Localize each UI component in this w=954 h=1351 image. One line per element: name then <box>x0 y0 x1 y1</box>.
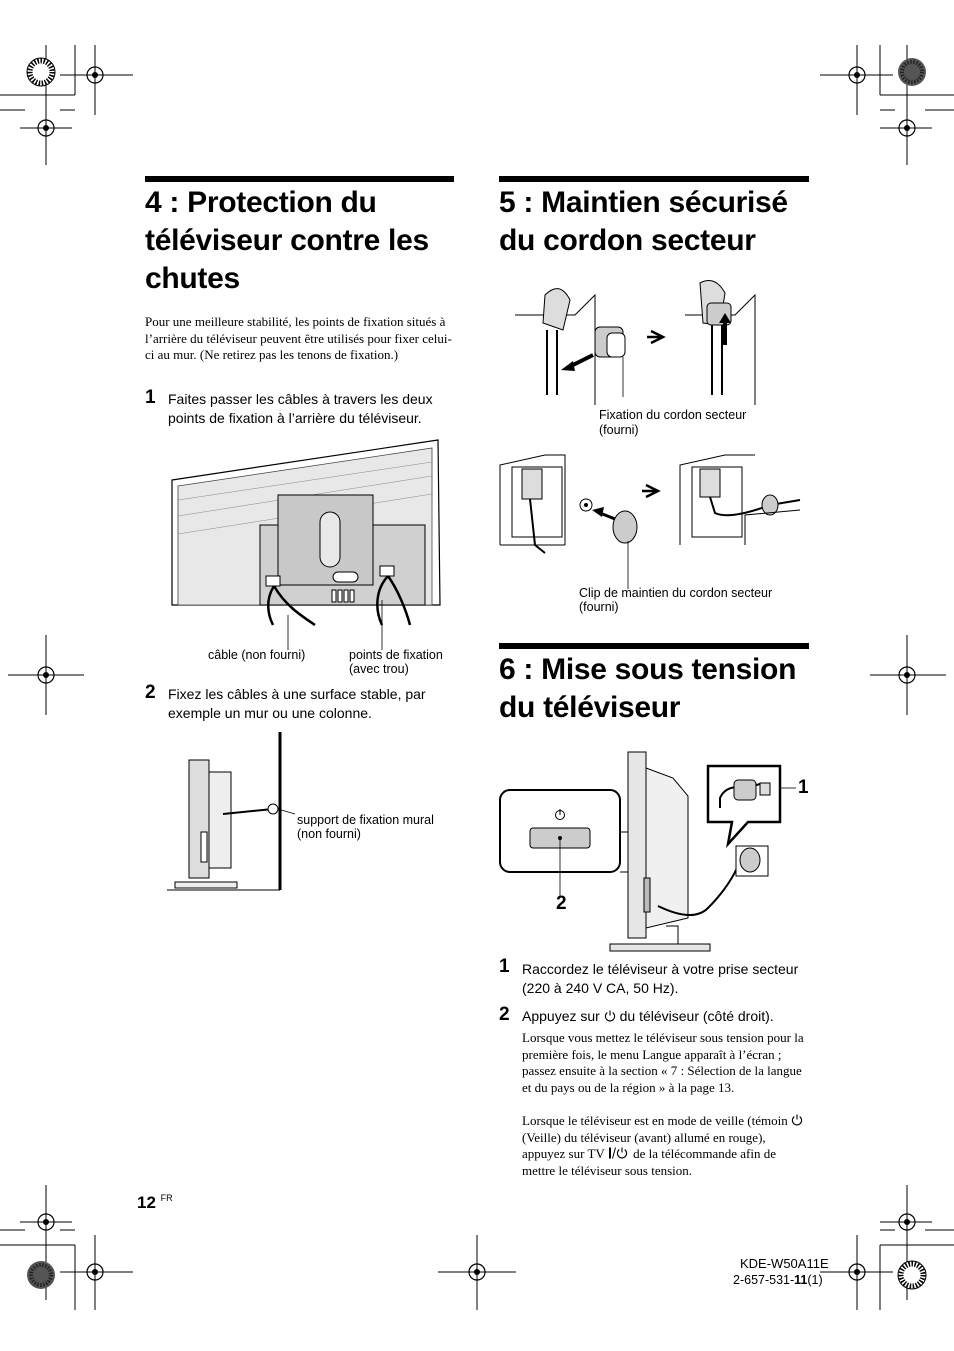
model-number: KDE-W50A11E <box>740 1256 829 1271</box>
step-number: 1 <box>499 956 510 977</box>
step-text <box>522 1007 812 1026</box>
page-lang: FR <box>160 1193 173 1203</box>
section-4-title: 4 : Protection du téléviseur contre les chutes <box>145 186 429 295</box>
caption-fixation-1: Fixation du cordon secteur <box>599 408 747 422</box>
caption-support-1: support de fixation mural <box>297 813 434 827</box>
callout-1: 1 <box>798 777 809 798</box>
caption-cable: câble (non fourni) <box>208 648 306 662</box>
callout-2: 2 <box>556 893 567 914</box>
part-number-prefix: 2-657-531- <box>733 1273 795 1287</box>
caption-support-2: (non fourni) <box>297 827 361 841</box>
power-icon <box>604 1010 616 1022</box>
tv-wall-illustration <box>167 732 287 892</box>
section-rule <box>499 643 809 649</box>
tv-rear-illustration <box>170 440 450 625</box>
note-paragraph-2 <box>522 1113 810 1179</box>
step-text: Raccordez le téléviseur à votre prise secteur (220 à 240 V CA, 50 Hz). <box>522 961 799 996</box>
part-number <box>733 1273 823 1287</box>
note-text-c: de la télécommande afin de mettre le téléviseur sous tension. <box>522 1146 776 1178</box>
section-6-title: 6 : Mise sous tension du téléviseur <box>499 653 797 724</box>
caption-points-1: points de fixation <box>349 648 443 662</box>
power-cord-fixation-illustration <box>515 275 825 405</box>
note-text-a: Lorsque le téléviseur est en mode de veille (témoin <box>522 1113 788 1128</box>
page-number <box>137 1193 173 1213</box>
step-number: 2 <box>145 682 156 703</box>
section-5-title: 5 : Maintien sécurisé du cordon secteur <box>499 186 788 257</box>
step-text-before: Appuyez sur <box>522 1008 600 1024</box>
power-icon <box>791 1114 803 1126</box>
section-rule <box>145 176 454 182</box>
part-number-suffix: (1) <box>807 1273 823 1287</box>
power-on-illustration <box>498 748 788 958</box>
caption-clip-1: Clip de maintien du cordon secteur <box>579 586 773 600</box>
step-number: 2 <box>499 1004 510 1025</box>
part-number-bold: 11 <box>794 1273 808 1287</box>
step-number: 1 <box>145 387 156 408</box>
step-text: Fixez les câbles à une surface stable, par exemple un mur ou une colonne. <box>168 686 426 721</box>
caption-clip-2: (fourni) <box>579 600 619 614</box>
caption-fixation-2: (fourni) <box>599 423 639 437</box>
step-text-after: du téléviseur (côté droit). <box>619 1008 774 1024</box>
caption-points-2: (avec trou) <box>349 662 409 676</box>
section-rule <box>499 176 809 182</box>
step-text: Faites passer les câbles à travers les deux points de fixation à l’arrière du téléviseur. <box>168 391 433 426</box>
note-text-b: (Veille) du téléviseur (avant) allumé en rouge), appuyez sur TV <box>522 1129 766 1161</box>
page-number-value: 12 <box>137 1193 156 1212</box>
tv-standby-icon <box>608 1147 630 1159</box>
section-4-intro: Pour une meilleure stabilité, les points de fixation situés à l’arrière du téléviseur peuvent être utilisés pour fixer celui-ci au mur. (Ne retirez pas les tenons de fixation.) <box>145 314 452 362</box>
cord-clip-illustration <box>500 455 800 595</box>
note-paragraph-1: Lorsque vous mettez le téléviseur sous tension pour la première fois, le menu Langue apparaît à l’écran ; passez ensuite à la section « 7 : Sélection de la langue et du pays ou de la région » à la page 13. <box>522 1030 804 1095</box>
